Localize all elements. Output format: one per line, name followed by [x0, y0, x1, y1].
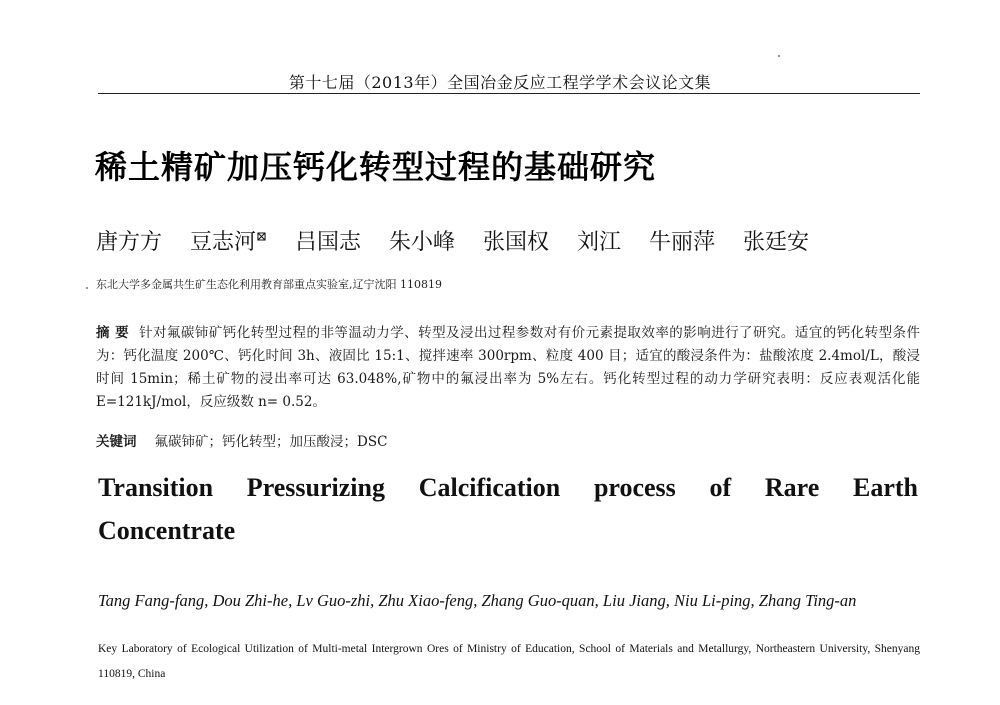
corresponding-author-mark: ⊠: [256, 229, 267, 245]
abstract-label: 摘 要: [96, 325, 130, 341]
chinese-keywords: [96, 430, 387, 450]
author-name: 朱小峰: [388, 230, 455, 255]
scan-speck: [778, 55, 780, 57]
english-title-line-2: Concentrate: [98, 516, 236, 545]
chinese-author-list: [96, 225, 837, 256]
author-name: 牛丽萍: [649, 230, 716, 255]
keywords-text: 氟碳铈矿；钙化转型；加压酸浸；DSC: [154, 434, 388, 450]
author-name: 张廷安: [743, 230, 810, 255]
english-title-line-1: Transition Pressurizing Calcification process of Rare Earth: [98, 473, 918, 502]
author-name: 唐方方: [96, 230, 163, 255]
english-affiliation: Key Laboratory of Ecological Utilization of Multi-metal Intergrown Ores of Ministry of Education, School of Materials and Metallurgy, Northeastern University, Shenyang 110819, China: [98, 643, 920, 680]
author-name: 张国权: [482, 230, 549, 255]
chinese-affiliation: 东北大学多金属共生矿生态化利用教育部重点实验室,辽宁沈阳 110819: [96, 278, 442, 291]
author-name: 豆志河: [190, 230, 257, 255]
chinese-abstract: [96, 322, 920, 414]
keywords-label: 关键词: [96, 434, 137, 450]
chinese-title: 稀土精矿加压钙化转型过程的基础研究: [95, 148, 657, 186]
english-author-list: Tang Fang-fang, Dou Zhi-he, Lv Guo-zhi, Zhu Xiao-feng, Zhang Guo-quan, Liu Jiang, Niu Li-ping, Zhang Ting-an: [98, 591, 857, 610]
author-name: 刘江: [576, 230, 621, 255]
running-header: 第十七届（2013年）全国冶金反应工程学学术会议论文集: [288, 73, 712, 92]
author-name: 吕国志: [294, 230, 361, 255]
header-rule: [98, 93, 920, 94]
scan-speck: [86, 287, 88, 289]
abstract-text: 针对氟碳铈矿钙化转型过程的非等温动力学、转型及浸出过程参数对有价元素提取效率的影响进行了研究。适宜的钙化转型条件为：钙化温度 200℃、钙化时间 3h、液固比 15:1、搅拌速率 300rpm、粒度 400 目；适宜的酸浸条件为：盐酸浓度 2.4mol/L，酸浸时间 15min；稀土矿物的浸出率可达 63.048%,矿物中的氟浸出率为 5%左右。钙化转型过程的动力学研究表明：反应表观活化能 E=121kJ/mol，反应级数 n= 0.52。: [96, 325, 920, 410]
author-name-corresponding: [190, 230, 267, 255]
